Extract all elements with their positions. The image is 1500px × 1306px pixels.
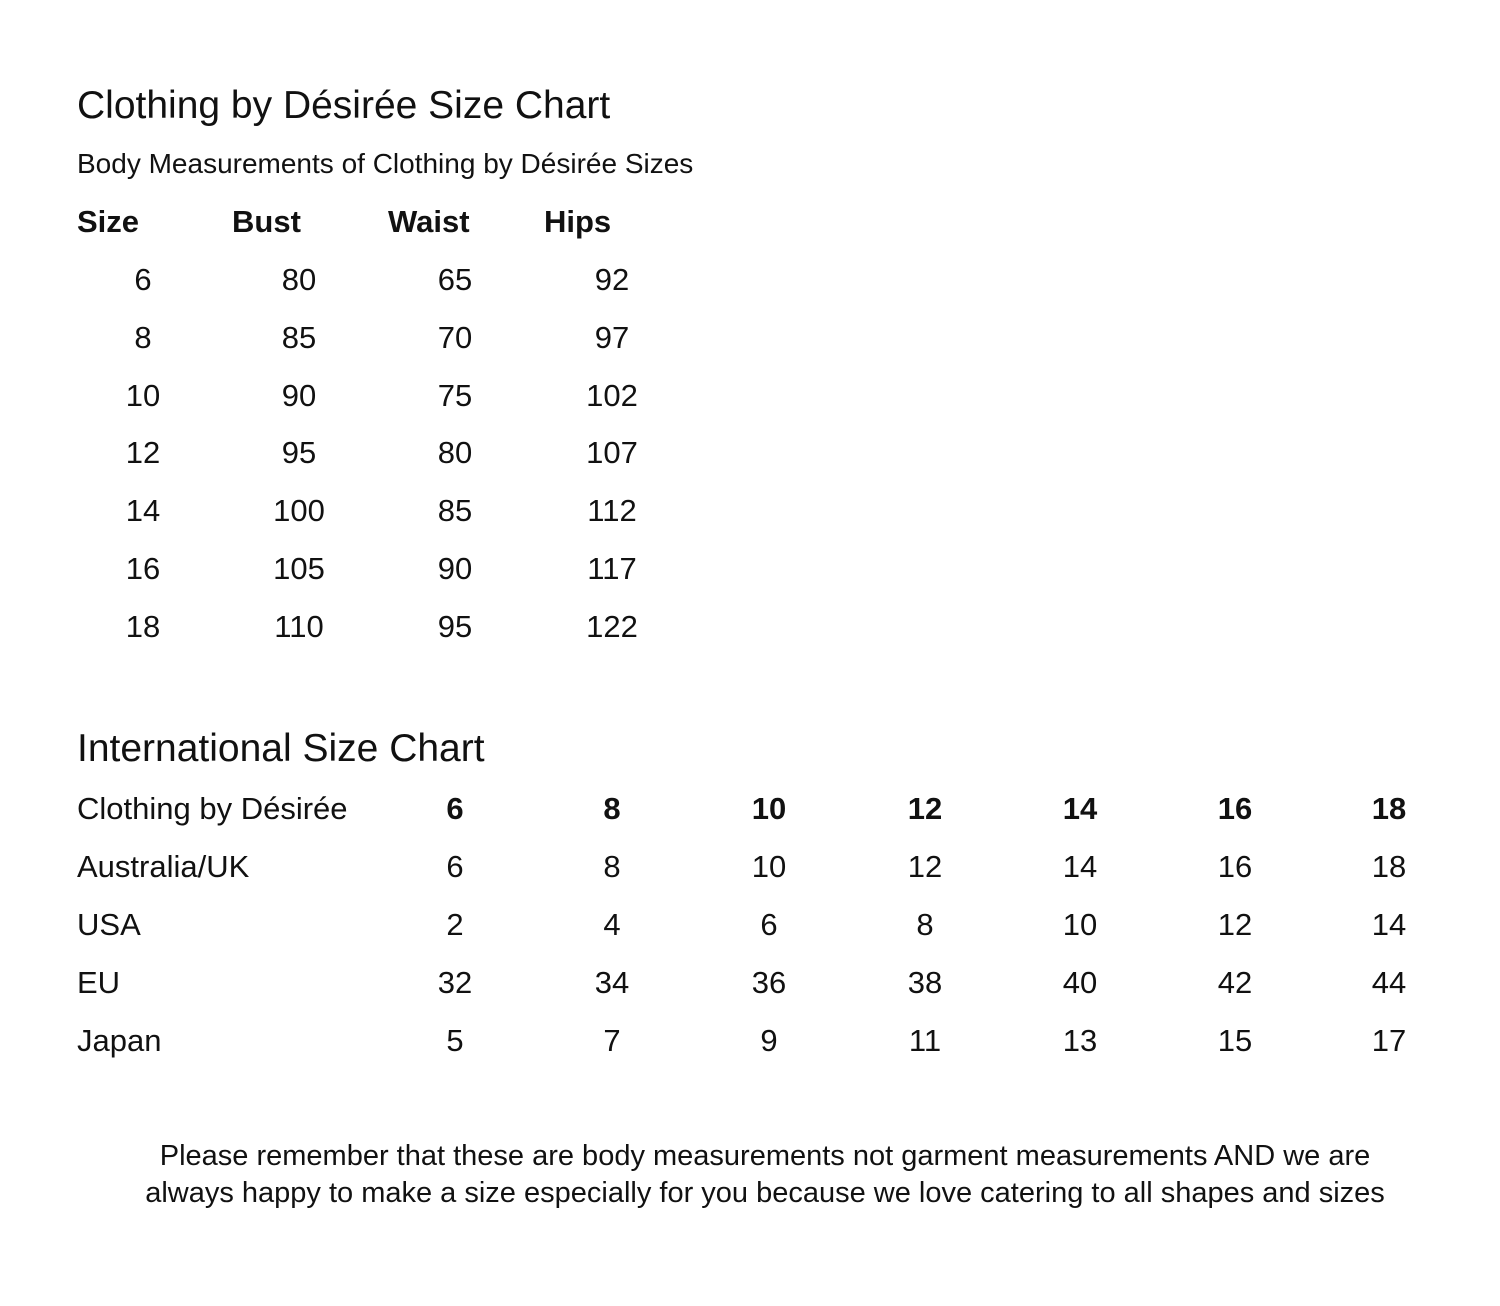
cell-value: 10 — [751, 791, 787, 826]
footer-note-line-2: always happy to make a size especially for you because we love catering to all shapes and sizes — [145, 1177, 1385, 1209]
cell-hips: 102 — [586, 378, 638, 413]
cell-value: 4 — [603, 907, 621, 942]
row-label: Clothing by Désirée — [77, 791, 348, 826]
cell-value: 40 — [1062, 965, 1098, 1000]
cell-size: 12 — [125, 435, 161, 470]
page-title: Clothing by Désirée Size Chart — [77, 84, 611, 127]
cell-value: 5 — [446, 1023, 464, 1058]
cell-hips: 117 — [587, 551, 637, 586]
cell-value: 16 — [1217, 849, 1253, 884]
cell-value: 16 — [1217, 791, 1253, 826]
cell-bust: 110 — [274, 609, 324, 644]
cell-value: 42 — [1217, 965, 1253, 1000]
cell-value: 9 — [760, 1023, 778, 1058]
cell-value: 8 — [916, 907, 934, 942]
cell-size: 6 — [134, 262, 152, 297]
cell-waist: 85 — [437, 493, 473, 528]
cell-value: 6 — [446, 791, 464, 826]
header-hips: Hips — [544, 204, 612, 239]
cell-hips: 112 — [587, 493, 637, 528]
footer-note-line-1: Please remember that these are body measurements not garment measurements AND we are — [159, 1140, 1371, 1172]
cell-waist: 70 — [437, 320, 473, 355]
cell-bust: 85 — [281, 320, 317, 355]
row-label: USA — [77, 907, 141, 942]
cell-value: 12 — [907, 791, 943, 826]
cell-value: 10 — [751, 849, 787, 884]
row-label: Australia/UK — [77, 849, 250, 884]
cell-value: 17 — [1371, 1023, 1407, 1058]
cell-size: 10 — [125, 378, 161, 413]
cell-size: 18 — [125, 609, 161, 644]
cell-value: 44 — [1371, 965, 1407, 1000]
row-label: Japan — [77, 1023, 162, 1058]
cell-bust: 80 — [281, 262, 317, 297]
cell-value: 34 — [594, 965, 630, 1000]
cell-value: 13 — [1062, 1023, 1098, 1058]
cell-waist: 65 — [437, 262, 473, 297]
cell-value: 36 — [751, 965, 787, 1000]
cell-value: 7 — [603, 1023, 621, 1058]
cell-value: 11 — [908, 1023, 942, 1058]
header-size: Size — [77, 204, 140, 239]
cell-hips: 107 — [586, 435, 638, 470]
cell-value: 6 — [760, 907, 778, 942]
cell-waist: 80 — [437, 435, 473, 470]
header-waist: Waist — [388, 204, 470, 239]
cell-value: 8 — [603, 791, 621, 826]
cell-value: 32 — [437, 965, 473, 1000]
cell-size: 16 — [125, 551, 161, 586]
cell-value: 10 — [1062, 907, 1098, 942]
cell-value: 2 — [446, 907, 464, 942]
cell-bust: 105 — [273, 551, 325, 586]
cell-value: 18 — [1371, 791, 1407, 826]
cell-value: 15 — [1217, 1023, 1253, 1058]
header-bust: Bust — [232, 204, 301, 239]
cell-hips: 92 — [594, 262, 630, 297]
cell-value: 12 — [1217, 907, 1253, 942]
cell-value: 18 — [1371, 849, 1407, 884]
cell-bust: 95 — [281, 435, 317, 470]
body-table-subtitle: Body Measurements of Clothing by Désirée Sizes — [77, 148, 694, 179]
cell-waist: 95 — [437, 609, 473, 644]
row-label: EU — [77, 965, 121, 1000]
cell-bust: 100 — [273, 493, 325, 528]
cell-value: 38 — [907, 965, 943, 1000]
cell-size: 8 — [134, 320, 152, 355]
cell-value: 12 — [907, 849, 943, 884]
cell-value: 8 — [603, 849, 621, 884]
cell-hips: 122 — [586, 609, 638, 644]
cell-size: 14 — [125, 493, 161, 528]
cell-value: 14 — [1062, 849, 1098, 884]
cell-waist: 90 — [437, 551, 473, 586]
cell-value: 14 — [1062, 791, 1098, 826]
cell-hips: 97 — [594, 320, 630, 355]
cell-value: 6 — [446, 849, 464, 884]
intl-chart-title: International Size Chart — [77, 727, 485, 770]
cell-waist: 75 — [437, 378, 473, 413]
cell-bust: 90 — [281, 378, 317, 413]
cell-value: 14 — [1371, 907, 1407, 942]
